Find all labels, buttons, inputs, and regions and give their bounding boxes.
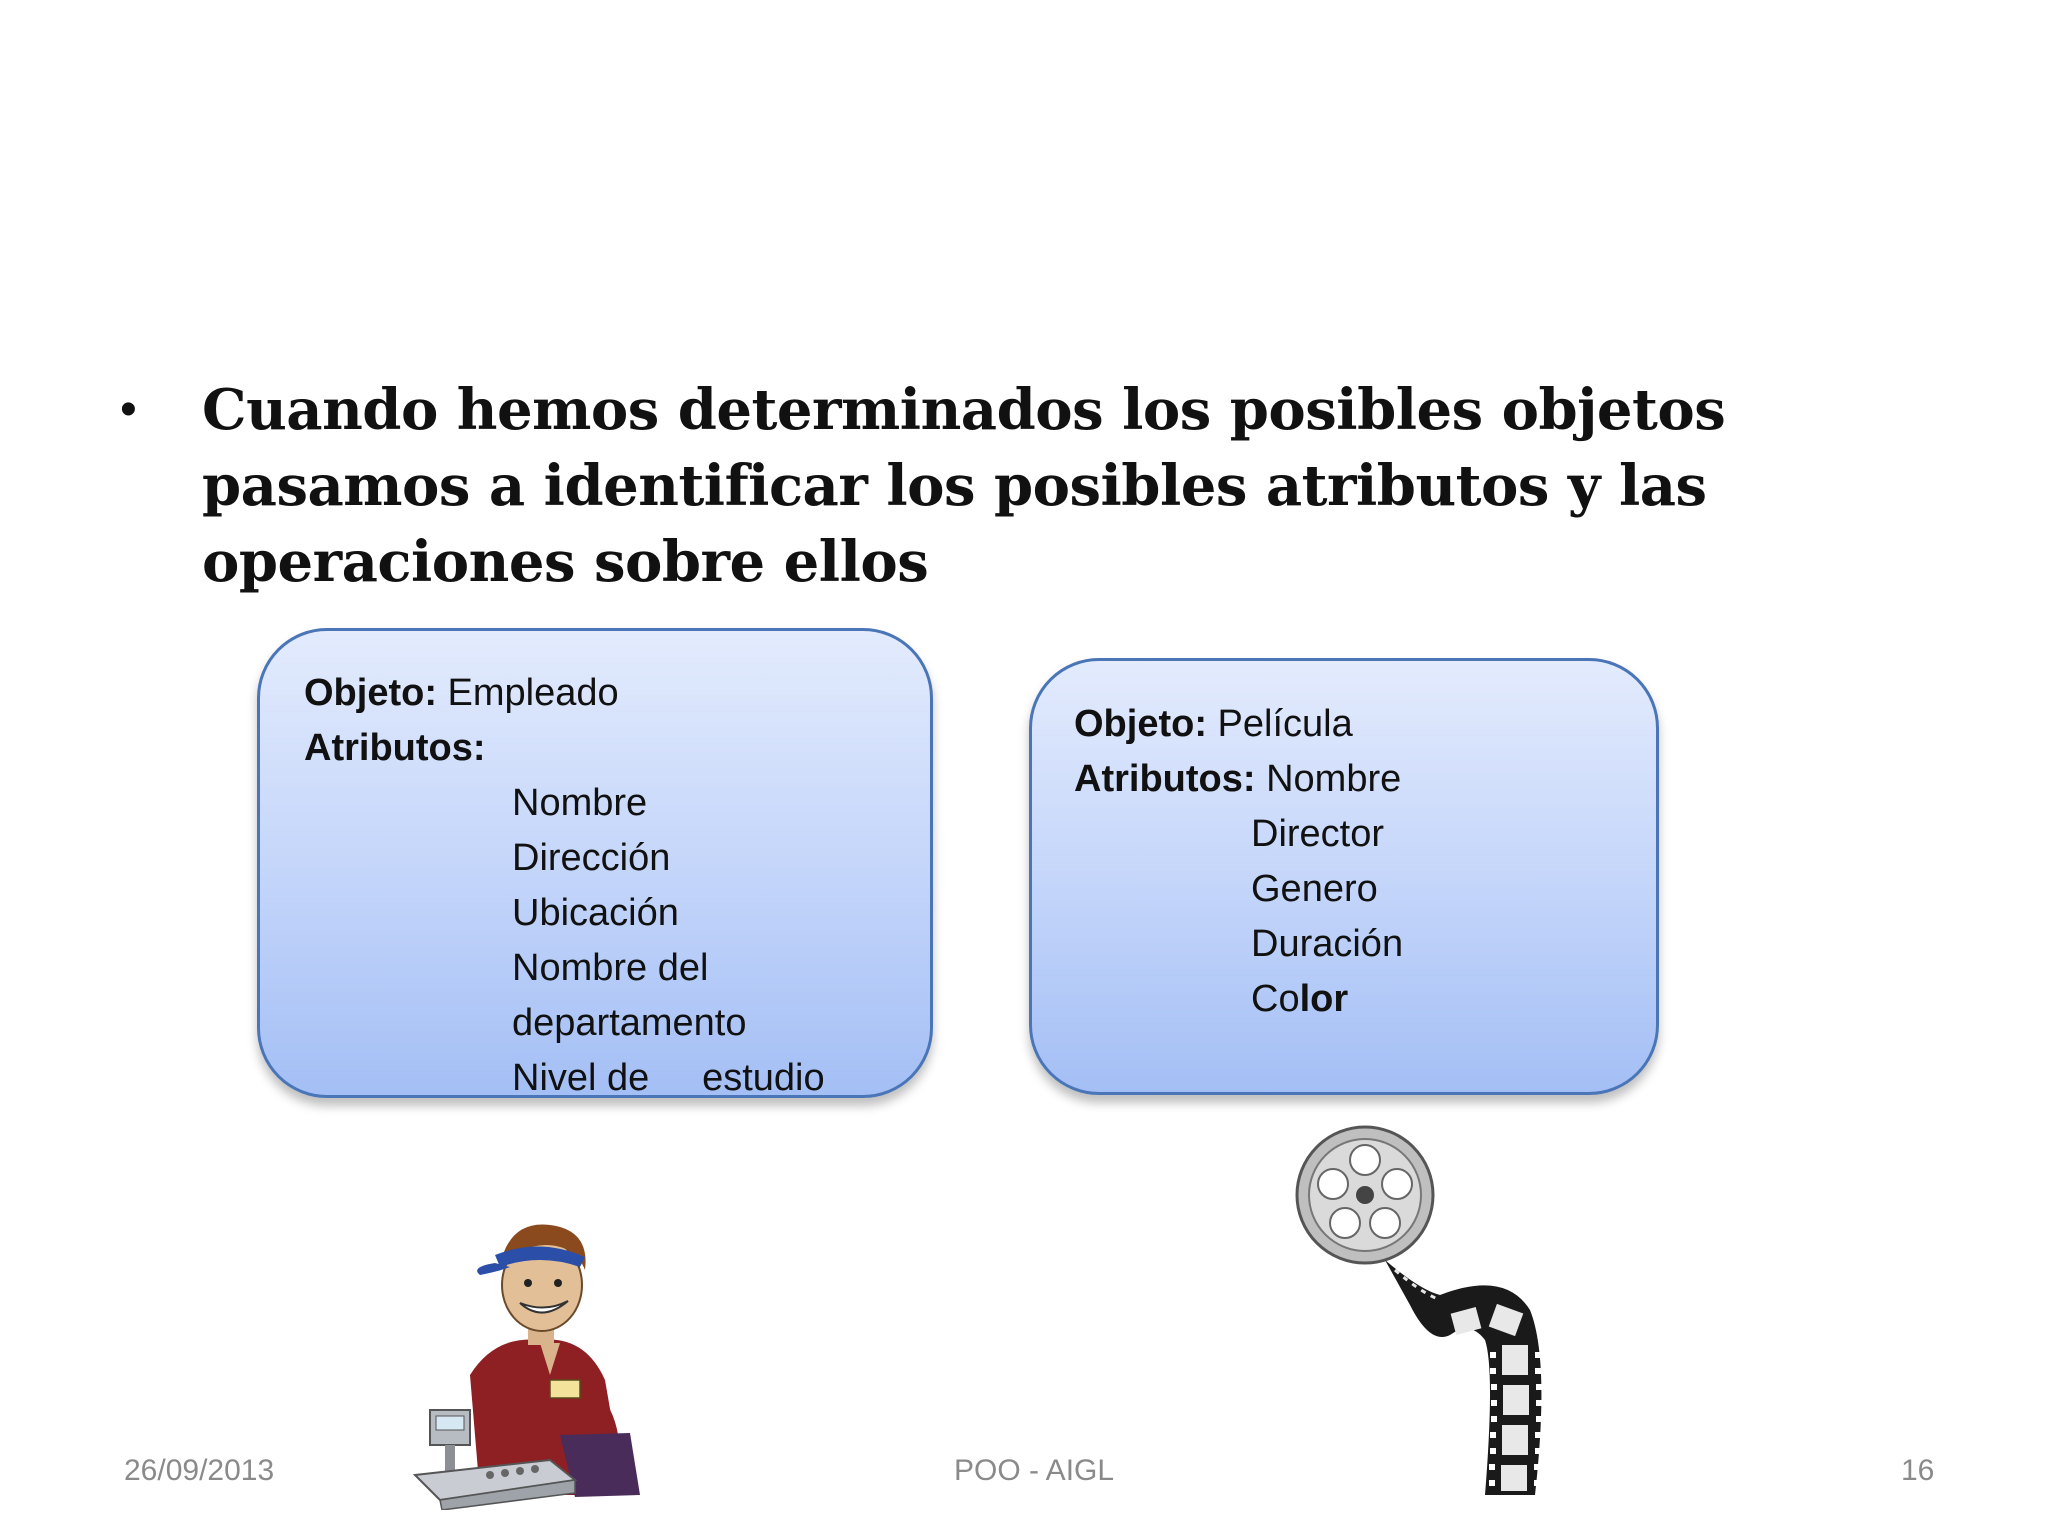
employee-object-label: Objeto: (304, 672, 437, 714)
employee-box-content (304, 666, 825, 1106)
movie-attribute: Director (1251, 813, 1385, 855)
movie-object-line (1074, 697, 1403, 752)
employee-attribute: Ubicación (512, 892, 679, 934)
footer-center-text: POO - AIGL (954, 1454, 1115, 1487)
movie-object-box (1029, 658, 1659, 1095)
employee-object-value: Empleado (436, 672, 619, 714)
employee-attribute: Dirección (512, 837, 671, 879)
movie-attributes-label: Atributos: (1074, 758, 1256, 800)
movie-attribute-color (1074, 972, 1403, 1027)
movie-attribute: Duración (1251, 923, 1404, 965)
employee-attribute: Nombre del (512, 947, 709, 989)
movie-object-value: Película (1206, 703, 1353, 745)
footer-date: 26/09/2013 (124, 1454, 275, 1487)
employee-object-line (304, 666, 825, 721)
movie-attributes-line (1074, 752, 1403, 807)
employee-attribute: departamento (512, 1002, 747, 1044)
employee-attributes-line (304, 721, 825, 776)
employee-attribute: Nivel de estudio (512, 1057, 825, 1099)
bullet-item (120, 372, 1940, 600)
movie-attribute-color-bold: lor (1299, 978, 1349, 1020)
film-reel-illustration (1290, 1120, 1580, 1495)
bullet-dot-icon: • (120, 383, 137, 436)
movie-first-attribute: Nombre (1255, 758, 1402, 800)
employee-attribute: Nombre (512, 782, 648, 824)
movie-box-content (1074, 697, 1403, 1027)
employee-illustration (400, 1175, 690, 1510)
bullet-text: Cuando hemos determinados los posibles objetos pasamos a identificar los posibles atributos y las operaciones sobre ellos (202, 377, 1726, 595)
movie-attribute-color-regular: Co (1251, 978, 1300, 1020)
employee-object-box (257, 628, 933, 1098)
movie-attribute: Genero (1251, 868, 1378, 910)
employee-attributes-label: Atributos: (304, 727, 486, 769)
movie-object-label: Objeto: (1074, 703, 1207, 745)
footer-page-number: 16 (1901, 1454, 1935, 1487)
